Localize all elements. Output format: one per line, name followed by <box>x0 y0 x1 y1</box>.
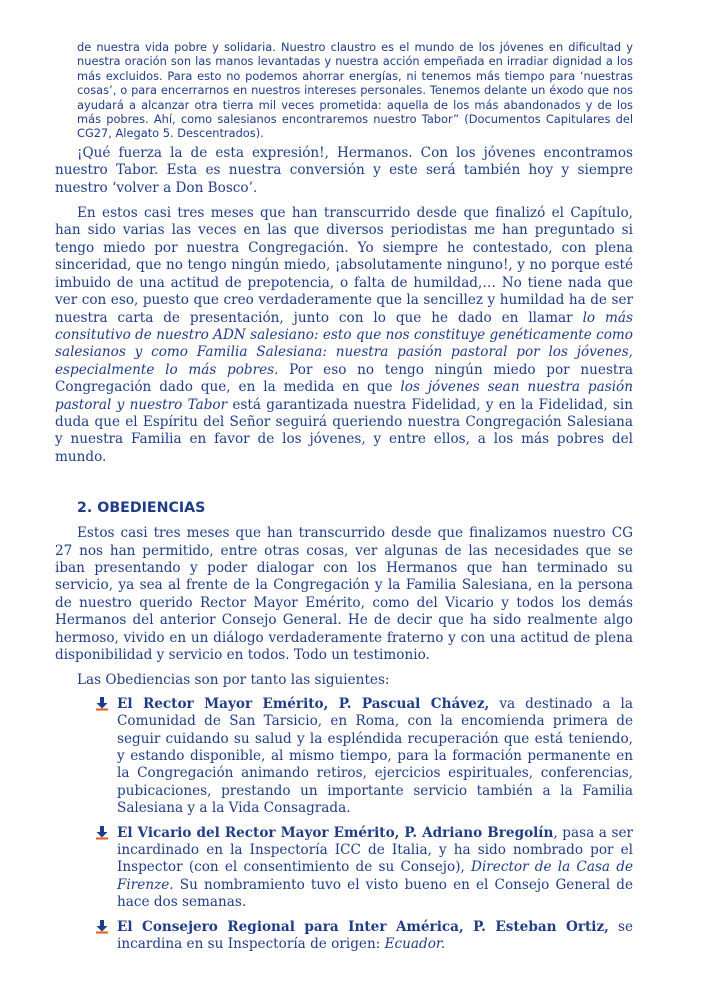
paragraph-tabor: ¡Qué fuerza la de esta expresión!, Hermanos. Con los jóvenes encontramos nuestro Tabor. Esta es nuestra conversión y este será también hoy y siempre nuestro ‘volver a Don Bosco’. <box>55 144 633 196</box>
list-item-italic: Ecuador. <box>384 936 446 953</box>
paragraph-miedo-text-3: está garantizada nuestra Fidelidad, y en la Fidelidad, sin duda que el Espíritu del Señor seguirá queriendo nuestra Congregación Salesiana y nuestra Familia en favor de los jóvenes, y entre ellos, a los más pobres del mundo. <box>55 396 633 465</box>
quote-paragraph: de nuestra vida pobre y solidaria. Nuestro claustro es el mundo de los jóvenes en dificultad y nuestra oración son las manos levantadas y nuestra acción empeñada en irradiar dignidad a los más excluidos. Para esto no podemos ahorrar energías, ni tenemos más tiempo para ‘nuestras cosas’, o para encerrarnos en nuestros intereses personales. Tenemos delante un éxodo que nos ayudará a alcanzar otra tierra mil veces prometida: aquella de los más abandonados y de los más pobres. Ahí, como salesianos encontraremos nuestro Tabor” (Documentos Capitulares del CG27, Alegato 5. Descentrados). <box>77 40 633 141</box>
list-item-text: se incardina en su Inspectoría de origen: <box>117 918 634 953</box>
paragraph-miedo-italic-2: los jóvenes sean nuestra pasión pastoral y nuestro Tabor <box>55 379 633 413</box>
list-item-lead: El Rector Mayor Emérito, P. Pascual Chávez, <box>117 695 490 712</box>
section-number: 2. <box>77 500 93 517</box>
arrow-down-bullet-icon <box>95 920 109 934</box>
section-heading <box>77 500 633 516</box>
paragraph-miedo-italic-1: lo más consitutivo de nuestro ADN salesiano: esto que nos constituye genéticamente como salesianos y como Familia Salesiana: nuestra pasión pastoral por los jóvenes, especialmente lo más pobres. <box>55 309 633 378</box>
list-item <box>117 825 633 912</box>
paragraph-miedo-text-2: Por eso no tengo ningún miedo por nuestra Congregación dado que, en la medida en que <box>55 361 633 396</box>
arrow-down-bullet-icon <box>95 697 109 711</box>
list-item-text: va destinado a la Comunidad de San Tarsicio, en Roma, con la encomienda primera de seguir cuidando su salud y la espléndida recuperación que está teniendo, y estando disponible, al mismo tiempo, para la formación permanente en la Congregación animando retiros, ejercicios espirituales, conferencias, pubicaciones, prestando un importante servicio también a la Familia Salesiana y a la Vida Consagrada. <box>117 695 633 817</box>
paragraph-miedo <box>55 205 633 466</box>
list-item <box>117 919 633 954</box>
list-item-tail: Su nombramiento tuvo el visto bueno en el Consejo General de hace dos semanas. <box>117 876 633 911</box>
list-item-italic: Director de la Casa de Firenze. <box>117 859 633 893</box>
list-item-lead: El Vicario del Rector Mayor Emérito, P. Adriano Bregolín <box>117 824 554 841</box>
arrow-down-bullet-icon <box>95 826 109 840</box>
list-item <box>117 696 633 818</box>
paragraph-miedo-text-1: En estos casi tres meses que han transcurrido desde que finalizó el Capítulo, han sido varias las veces en las que diversos periodistas me han preguntado si tengo miedo por nuestra Congregación. Yo siempre he contestado, con plena sinceridad, que no tengo ningún miedo, ¡absolutamente ninguno!, y no porque esté imbuido de una actitud de prepotencia, o falta de humildad,… No tiene nada que ver con eso, puesto que creo verdaderamente que la sencillez y humildad ha de ser nuestra carta de presentación, junto con lo que he dado en llamar <box>55 205 633 326</box>
list-item-text: , pasa a ser incardinado en la Inspectoría ICC de Italia, y ha sido nombrado por el Inspector (con el consentimiento de su Consejo), <box>117 824 634 876</box>
obediencias-list <box>77 696 633 954</box>
list-item-lead: El Consejero Regional para Inter América, P. Esteban Ortiz, <box>117 918 609 935</box>
paragraph-obediencias-intro: Estos casi tres meses que han transcurrido desde que finalizamos nuestro CG 27 nos han permitido, entre otras cosas, ver algunas de las necesidades que se iban presentando y poder dialogar con los Hermanos que han terminado su servicio, ya sea al frente de la Congregación y la Familia Salesiana, en la persona de nuestro querido Rector Mayor Emérito, como del Vicario y todos los demás Hermanos del anterior Consejo General. He de decir que ha sido realmente algo hermoso, vivido en un diálogo verdaderamente fraterno y con una actitud de plena disponibilidad y servicio en todos. Todo un testimonio. <box>55 525 633 663</box>
section-title: OBEDIENCIAS <box>97 500 206 517</box>
paragraph-obediencias-list-intro: Las Obediencias son por tanto las siguientes: <box>77 672 390 689</box>
